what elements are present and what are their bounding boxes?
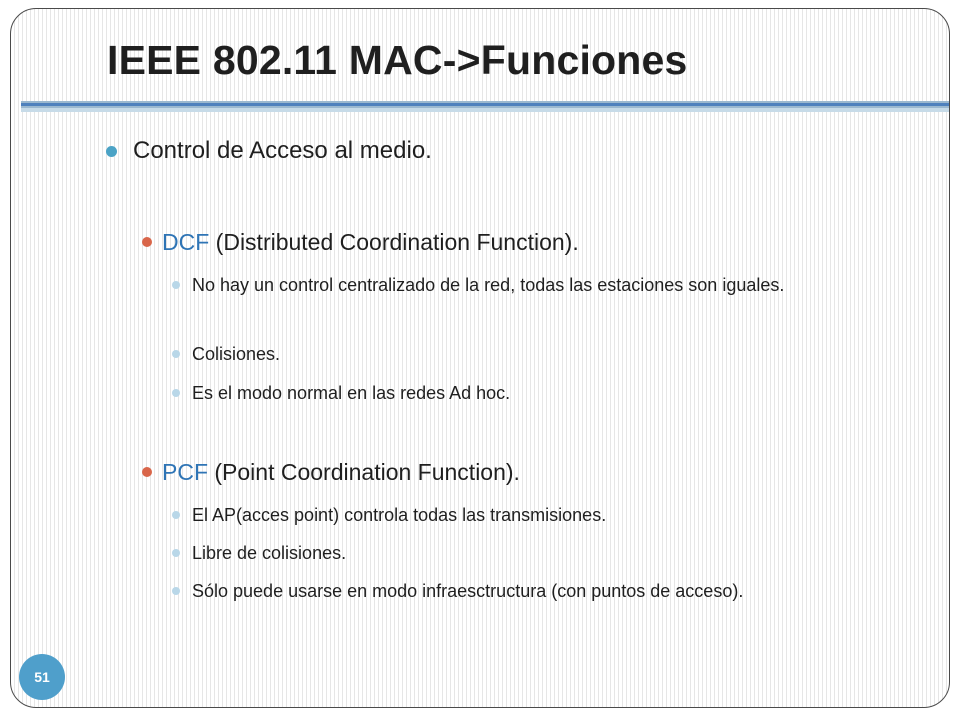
pcf-subitem: [192, 579, 907, 604]
dcf-subitem: [192, 273, 907, 298]
bullet-dot: [172, 549, 180, 557]
page-number-badge: 51: [19, 654, 65, 700]
dcf-keyword: DCF: [162, 229, 210, 255]
dcf-subitem: [192, 381, 907, 406]
subitem-text: Colisiones.: [192, 344, 281, 364]
bullet-dot: [172, 350, 180, 358]
bullet-dcf: [162, 229, 579, 256]
dcf-description: (Distributed Coordination Function).: [209, 229, 579, 255]
subitem-text: Es el modo normal en las redes Ad hoc.: [192, 383, 511, 403]
bullet-dot: [142, 467, 152, 477]
bullet-control-acceso: [133, 137, 432, 165]
subitem-text: Sólo puede usarse en modo infraesctructura (con puntos de acceso).: [192, 581, 744, 601]
slide-content: [11, 9, 949, 707]
bullet-dot: [106, 146, 117, 157]
bullet-dot: [142, 237, 152, 247]
bullet-dot: [172, 281, 180, 289]
dcf-subitem: [192, 342, 907, 367]
pcf-keyword: PCF: [162, 459, 208, 485]
pcf-description: (Point Coordination Function).: [208, 459, 520, 485]
slide-title: IEEE 802.11 MAC->Funciones: [107, 37, 688, 83]
bullet-dot: [172, 511, 180, 519]
subitem-text: Libre de colisiones.: [192, 543, 347, 563]
subitem-text: El AP(acces point) controla todas las transmisiones.: [192, 505, 607, 525]
slide: [10, 8, 950, 708]
pcf-subitem: [192, 541, 907, 566]
subitem-text: No hay un control centralizado de la red, todas las estaciones son iguales.: [192, 275, 785, 295]
bullet-text: Control de Acceso al medio.: [133, 137, 432, 164]
bullet-dot: [172, 389, 180, 397]
bullet-dot: [172, 587, 180, 595]
bullet-pcf: [162, 459, 520, 486]
pcf-subitem: [192, 503, 907, 528]
